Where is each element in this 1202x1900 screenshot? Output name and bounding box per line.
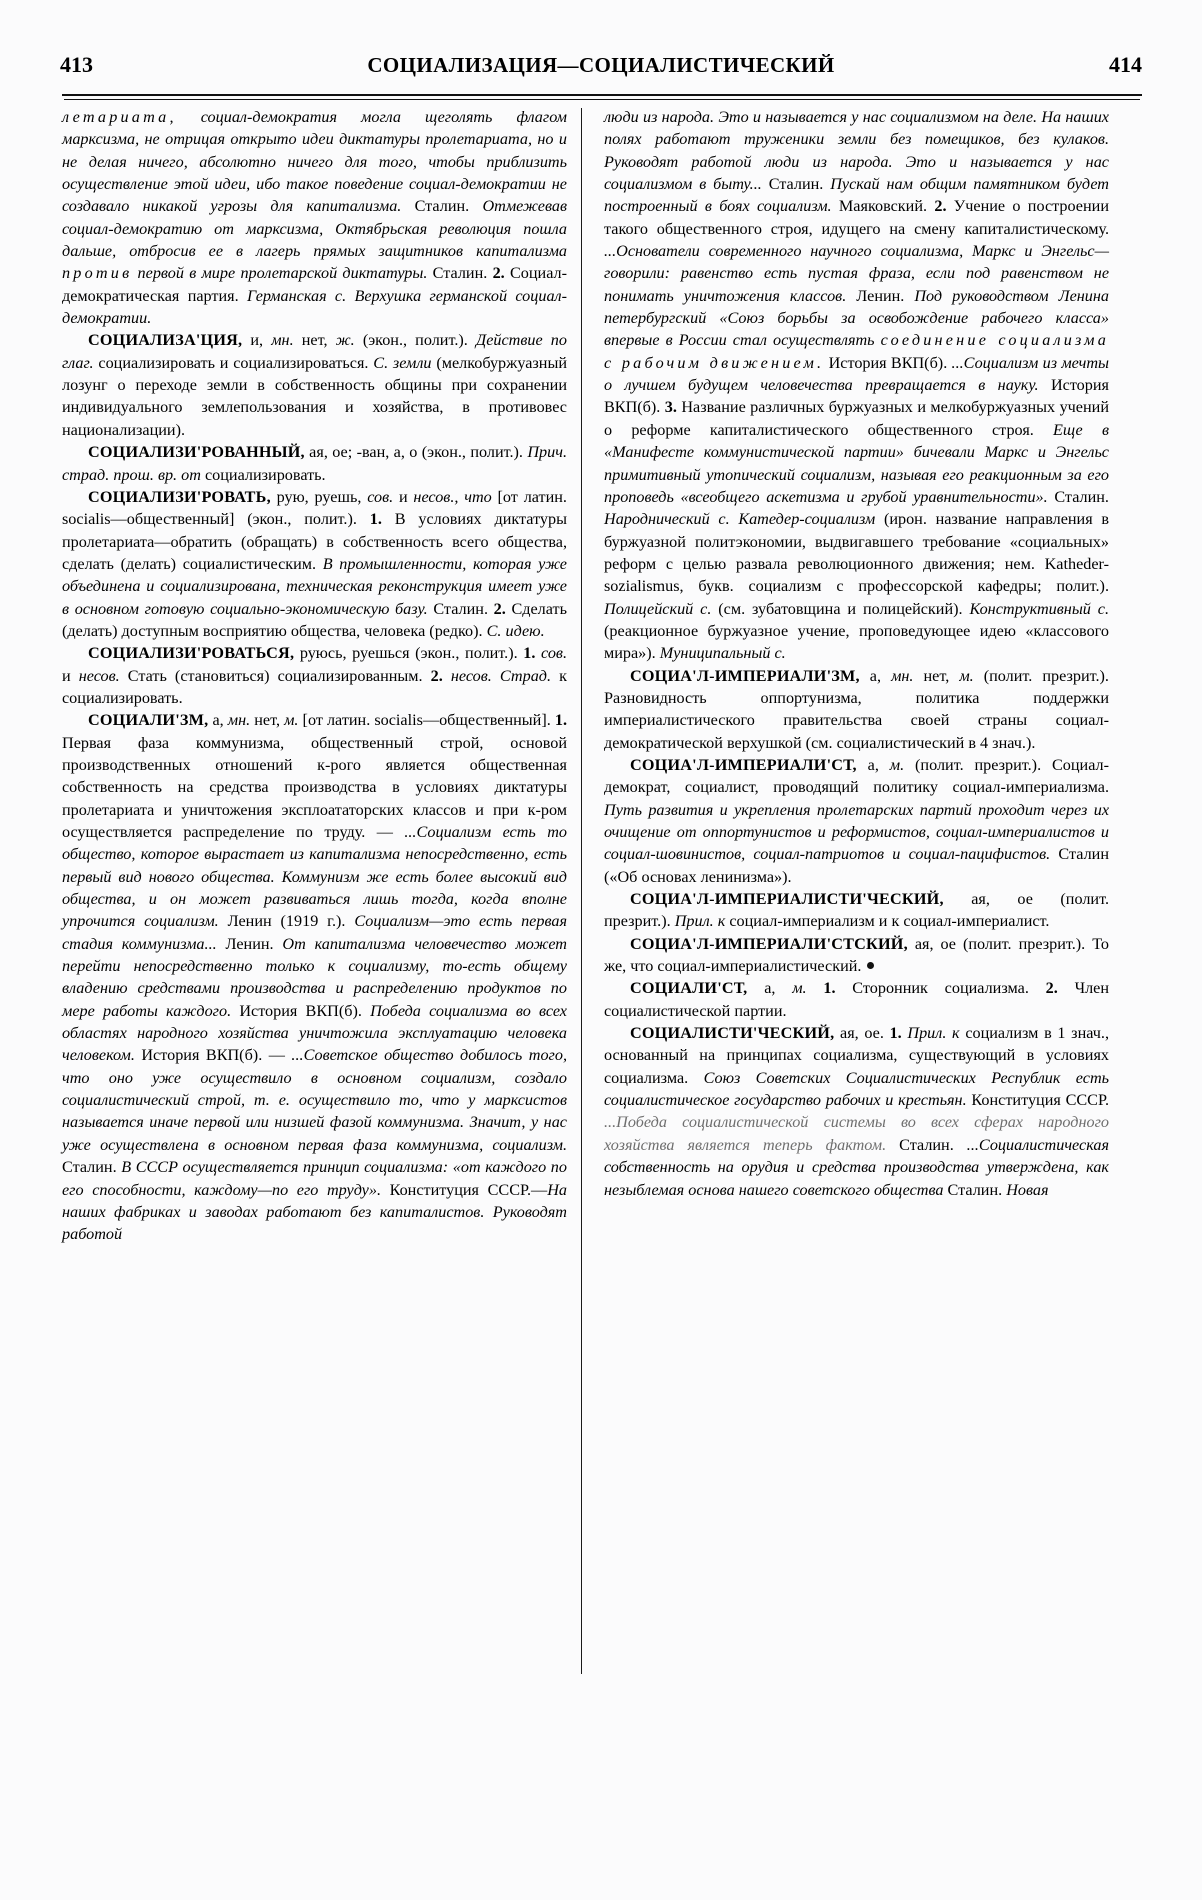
grammar-2: нет, (913, 666, 960, 685)
definition-1: социализм в 1 знач., основанный на принципах социализма, существующий в условиях социализма. (604, 1024, 1110, 1087)
entry-socialisticheskiy (604, 1022, 1109, 1201)
definition-7: (ирон. название направления в буржуазной политэкономии, выдвигавшего требование «социальных» реформ с целью развала революционного движения; нем. Katheder-sozialismus, букв. социализм с профессорской кафедры; полит.). (604, 510, 1109, 596)
attribution-4: История ВКП(б). (824, 353, 952, 372)
column-container (62, 106, 1142, 1806)
grammar-2: нет, (250, 711, 285, 730)
attribution-2: Ленин. (216, 934, 283, 953)
grammar: а, (859, 666, 892, 685)
grammar-italic-2: м. (284, 711, 299, 730)
headword: СОЦИАЛИЗА'ЦИЯ, (88, 331, 243, 350)
entry-social-imperializm (604, 665, 1109, 754)
grammar-italic: мн. (227, 711, 251, 730)
definition-2: Сделать (делать) доступным восприятию общества, человека (редко). (62, 599, 567, 640)
quote-2: ...Победа социалистической системы во всех сферах народного хозяйства является теперь фактом. (604, 1113, 1109, 1154)
entry-socialist (604, 977, 1109, 1022)
attribution-5: История ВКП(б). (604, 376, 1109, 417)
definition-8: (см. зубатовщина и полицейский). (711, 599, 970, 618)
sense-number-2: 2. (1045, 979, 1058, 998)
quote-5: ...Советское общество добилось того, что оно уже осуществило в основном социализм, создало социалистический строй, т. е. осуществило то, что у марксистов называется иначе первой или низшей фазой коммунизма. Значит, у нас уже осуществлена в основном первая фаза коммунизма, социализм. (62, 1046, 567, 1154)
headword: СОЦИАЛИСТИ'ЧЕСКИЙ, (630, 1024, 835, 1043)
entry-socializirovatsya (62, 642, 567, 709)
etymology: [от латин. socialis—общественный] (экон., полит.). (62, 487, 567, 529)
example-italic: С. земли (373, 353, 432, 372)
quote-1: ...Социализм есть то общество, которое вырастает из капитализма непосредственно, есть первый вид нового общества. Коммунизм же есть более высокий вид общества, и он может развиваться лишь тогда, когда вполне упрочится социализм. (62, 823, 567, 931)
definition-1: В условиях диктатуры пролетариата—обратить (обращать) в собственность всего общества, сделать (делать) социалистическим. (62, 510, 567, 573)
editorial-dot-icon (867, 962, 874, 969)
quote-4: Под руководством Ленина петербургский «Союз борьбы за освобождение рабочего класса» впервые в России стал осуществлять (604, 286, 1110, 350)
attribution-1: Сталин. (427, 599, 494, 618)
definition: То же, что социал-империалистический. (604, 934, 1109, 976)
grammar: а, (208, 711, 228, 730)
example-7: Народнический с. Катедер-социализм (604, 510, 876, 529)
continuation-attribution-2: Маяковский. (831, 197, 935, 216)
entry-socializm (62, 709, 567, 1245)
headword: СОЦИА'Л-ИМПЕРИАЛИ'СТ, (630, 755, 857, 774)
quote-3: ...Основатели современного научного социализма, Маркс и Энгельс—говорили: равенство есть пустая фраза, если под равенством не понимать уничтожения классов. (604, 242, 1109, 305)
grammar-italic-2: м. (959, 666, 974, 685)
folio-left: 413 (60, 52, 93, 77)
definition-2: к социализировать. (62, 666, 567, 707)
sense-number-1: 1. (806, 979, 836, 998)
headword: СОЦИАЛИЗИ'РОВАТЬСЯ, (88, 644, 295, 663)
right-column (582, 106, 1109, 1806)
attribution: Сталин («Об основах ленинизма»). (604, 845, 1110, 886)
entry-social-imperialisticheskiy (604, 888, 1109, 933)
quote-2: Социализм—это есть первая стадия коммунизма... (62, 912, 567, 953)
attribution-4: История ВКП(б). — (134, 1046, 292, 1065)
grammar: ая, ое (полит. презрит.). (604, 890, 1109, 931)
attribution-1: Ленин (1919 г.). (218, 912, 355, 931)
attribution-3: Сталин. (943, 1180, 1007, 1199)
continuation-def-2: Социал-демократическая партия. (62, 264, 567, 305)
quote-4: Победа социализма во всех областях народного хозяйства уничтожила эксплуатацию человека человеком. (62, 1001, 567, 1065)
sense-number-1: 1. (554, 711, 567, 730)
grammar: а, (856, 755, 890, 774)
quote-4-spaced: соединение социализма с рабочим движением. (604, 331, 1109, 372)
grammar-italic-2: несов. (78, 666, 120, 685)
grammar-italic: сов. (535, 644, 567, 663)
definition-3: Название различных буржуазных и мелкобуржуазных учений о реформе капиталистического общественного строя. (604, 398, 1109, 439)
definition-2: (мелкобуржуазный лозунг о переходе земли в собственность общины при сохранении индивидуального землепользования и хозяйства, в противовес национализации). (62, 353, 567, 439)
definition: Разновидность оппортунизма, политика поддержки империалистического правительства своей страны социал-демократической верхушкой (см. социалистический в 4 знач.). (604, 688, 1109, 752)
definition-9: (реакционное буржуазное учение, проповедующее идею «классового мира»). (604, 621, 1109, 663)
definition-italic: Прич. страд. прош. вр. от (62, 443, 567, 484)
example-9: Конструктивный с. (969, 599, 1110, 618)
grammar: ая, ое. (834, 1024, 890, 1043)
sense-number-2: 2. (430, 666, 443, 685)
entry-socializirovat (62, 486, 567, 642)
quote-1: Союз Советских Социалистических Республик есть социалистическое государство рабочих и крестьян. (604, 1068, 1109, 1110)
example-10: Муниципальный с. (659, 644, 786, 663)
grammar: и, (242, 331, 272, 350)
quote-6: В СССР осуществляется принцип социализма: «от каждого по его способности, каждому—по его труду». (62, 1158, 567, 1199)
definition-1: Стать (становиться) социализированным. (119, 666, 431, 685)
quote-7: На наших фабриках и заводах работают без капиталистов. Руководят работой (62, 1180, 567, 1244)
continuation-attribution: Сталин. (401, 197, 483, 216)
attribution-6: Конституция СССР.— (381, 1180, 548, 1199)
attribution-1: Конституция СССР. (966, 1091, 1109, 1110)
labels: (полит. презрит.). (973, 666, 1109, 685)
grammar-2: и (393, 487, 414, 506)
headword: СОЦИА'Л-ИМПЕРИАЛИ'СТСКИЙ, (630, 934, 908, 953)
continuation-text: социал-демократия могла щеголять флагом марксизма, не отрицая открыто идеи диктатуры пролетариата, но и не делая ничего, абсолютно ничего для того, чтобы приблизить осуществление этой идеи, ибо такое поведение социал-демократии не создавало никакой угрозы для капитализма. (62, 108, 567, 216)
continuation-attribution-2: Сталин. (427, 264, 493, 283)
quote: Путь развития и укрепления пролетарских партий проходит через их очищение от оппортунистов и реформистов, социал-империалистов и социал-шовинистов, социал-патриотов и социал-пацифистов. (604, 800, 1109, 864)
continuation-quote: люди из народа. Это и называется у нас социализмом на деле. На наших полях работают труженики земли без помещиков, без кулаков. Руководят работой люди из народа. Это и называется у нас социализмом в быту... (604, 108, 1109, 194)
grammar-italic: сов. (367, 487, 394, 506)
definition-1: Первая фаза коммунизма, общественный строй, основой производственных отношений к-рого является общественная собственность на средства производства в условиях диктатуры пролетариата и уничтожения эксплоататорских классов и при к-ром осуществляется распределение по труду. — (62, 733, 567, 841)
definition: социализировать и социализироваться. (93, 353, 374, 372)
right-continuation-paragraph (604, 106, 1109, 665)
definition-2: Член социалистической партии. (604, 979, 1110, 1020)
continuation-attribution: Сталин. (761, 175, 831, 194)
sense-number-3: 3. (664, 398, 677, 417)
attribution-3: История ВКП(б). (231, 1001, 371, 1020)
grammar-italic: мн. (271, 331, 294, 350)
headword: СОЦИАЛИ'СТ, (630, 979, 748, 998)
continuation-spaced-2: против (62, 264, 133, 283)
definition-1-italic: Прил. к (901, 1024, 960, 1043)
header-rule (62, 94, 1142, 96)
continuation-sense-2: 2. (492, 264, 505, 283)
sense-number-1: 1. (889, 1024, 902, 1043)
entry-social-imperialistskiy (604, 933, 1109, 978)
example-2: С. идею. (486, 621, 545, 640)
headword: СОЦИАЛИ'ЗМ, (88, 711, 209, 730)
example-8: Полицейский с. (604, 599, 712, 618)
grammar-italic: м. (889, 755, 905, 774)
attribution-5: Сталин. (62, 1158, 122, 1177)
sense-number-2: 2. (934, 197, 947, 216)
definition: Социал-демократ, социалист, проводящий политику социал-империализма. (604, 755, 1110, 797)
grammar-2: и (62, 666, 79, 685)
quote-5: ...Социализм из мечты о лучшем будущем человечества превращается в науку. (604, 353, 1109, 395)
sense-number-2: 2. (493, 599, 506, 618)
left-column (62, 106, 581, 1806)
grammar: а, (747, 979, 793, 998)
continuation-text-3: первой в мире пролетарской диктатуры. (132, 264, 428, 283)
continuation-quote-2: Пускай нам общим памятником будет построенный в боях социализм. (604, 175, 1109, 216)
attribution-2: Сталин. (886, 1135, 967, 1154)
continuation-example-2: Германская с. Верхушка германской социал-демократии. (62, 286, 567, 328)
headword: СОЦИА'Л-ИМПЕРИАЛИСТИ'ЧЕСКИЙ, (630, 890, 944, 909)
entry-socializirovannyy (62, 441, 567, 486)
grammar-italic-2: ж. (335, 331, 355, 350)
definition-2: Учение о построении такого общественного строя, идущего на смену капиталистическому. (604, 197, 1109, 238)
folio-right: 414 (1109, 52, 1142, 77)
entry-social-imperialist (604, 754, 1109, 888)
quote-6: Еще в «Манифесте коммунистической партии» бичевали Маркс и Энгельс примитивный утопический социализм, называя его реакционным за его проповедь «всеобщего аскетизма и грубой уравнительности». (604, 420, 1109, 506)
grammar-2: нет, (293, 331, 336, 350)
labels: (экон., полит.). (354, 331, 476, 350)
grammar: руюсь, руешься (экон., полит.). (294, 644, 524, 663)
attribution-3: Ленин. (846, 286, 915, 305)
quote-3: От капитализма человечество может перейти непосредственно только к социализму, то-есть общему владению средствами производства и распределению продуктов по мере работы каждого. (62, 934, 567, 1020)
definition-italic: Прил. к (674, 912, 726, 931)
labels: (полит. презрит.). (904, 755, 1052, 774)
definition: социализировать. (200, 465, 326, 484)
sense-number-1: 1. (523, 644, 536, 663)
running-title: СОЦИАЛИЗАЦИЯ—СОЦИАЛИСТИЧЕСКИЙ (367, 53, 835, 77)
tail-word: Новая (1006, 1180, 1049, 1199)
continuation-lead: летариата, (62, 108, 177, 126)
grammar: рую, руешь, (270, 487, 368, 506)
running-head (60, 52, 1142, 86)
grammar-italic-3: несов. Страд. (442, 666, 552, 685)
grammar-italic-2: несов., что (413, 487, 492, 506)
grammar-italic: мн. (891, 666, 914, 685)
headword: СОЦИАЛИЗИ'РОВАТЬ, (88, 487, 271, 506)
example-1: В промышленности, которая уже объединена и социализирована, техническая реконструкция имеет уже в основном готовую социально-экономическую базу. (62, 554, 567, 618)
sense-number-1: 1. (369, 510, 382, 529)
grammar: ая, ое; -ван, а, о (экон., полит.). (304, 443, 528, 462)
grammar: ая, ое (полит. презрит.). (907, 934, 1093, 953)
grammar-italic: м. (792, 979, 807, 998)
headword: СОЦИАЛИЗИ'РОВАННЫЙ, (88, 443, 305, 462)
quote-3: ...Социалистическая собственность на орудия и средства производства утверждена, как незыблемая основа нашего советского общества (604, 1135, 1109, 1199)
attribution-6: Сталин. (1047, 487, 1109, 506)
etymology: [от латин. socialis—общественный]. (298, 711, 555, 730)
definition-1: Сторонник социализма. (835, 979, 1046, 998)
entry-socializaciya (62, 329, 567, 441)
headword: СОЦИА'Л-ИМПЕРИАЛИ'ЗМ, (630, 666, 860, 685)
left-continuation-paragraph (62, 106, 567, 329)
definition: социал-империализм и к социал-империалист. (725, 912, 1050, 931)
continuation-text-2: Отмежевав социал-демократию от марксизма, Октябрьская революция пошла дальше, отбросив ее в лагерь прямых защитников капитализма (62, 197, 567, 261)
definition-italic: Действие по глаг. (62, 331, 567, 372)
